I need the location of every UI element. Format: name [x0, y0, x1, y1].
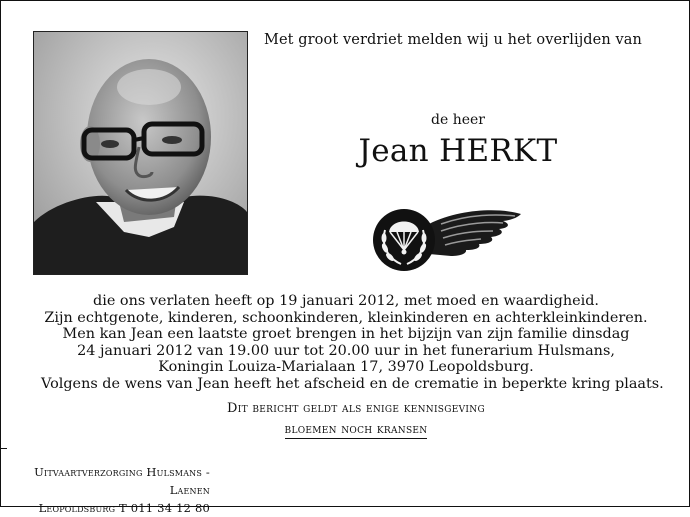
parachute-wing-badge-icon: [371, 204, 523, 274]
honorific: de heer: [431, 112, 485, 128]
divider-mark: [1, 448, 7, 449]
portrait-photo: [33, 31, 248, 275]
flowers-notice-label: bloemen noch kransen: [284, 422, 428, 437]
headline: Met groot verdriet melden wij u het overlijden van: [264, 32, 642, 48]
funeral-home-footer: [5, 463, 210, 517]
obituary-body: [41, 293, 664, 393]
body-line: die ons verlaten heeft op 19 januari 2012, met moed en waardigheid.: [93, 293, 599, 309]
funeral-home-name: Uitvaartverzorging Hulsmans - Laenen: [34, 465, 210, 497]
body-line: Volgens de wens van Jean heeft het afscheid en de crematie in beperkte kring plaats.: [41, 375, 664, 392]
funeral-home-contact: Leopoldsburg T 011 34 12 80: [38, 501, 210, 515]
flowers-notice: [191, 418, 521, 437]
body-line: Koningin Louiza-Marialaan 17, 3970 Leopoldsburg.: [158, 359, 534, 376]
notice-text: Dit bericht geldt als enige kennisgeving: [227, 401, 485, 416]
deceased-name: Jean HERKT: [358, 133, 558, 169]
portrait-photo-icon: [34, 32, 247, 274]
body-line: 24 januari 2012 van 19.00 uur tot 20.00 uur in het funerarium Hulsmans,: [77, 342, 615, 359]
body-line: Men kan Jean een laatste groet brengen in het bijzijn van zijn familie dinsdag: [62, 326, 630, 343]
body-line: Zijn echtgenote, kinderen, schoonkinderen, kleinkinderen en achterkleinkinderen.: [44, 309, 648, 326]
